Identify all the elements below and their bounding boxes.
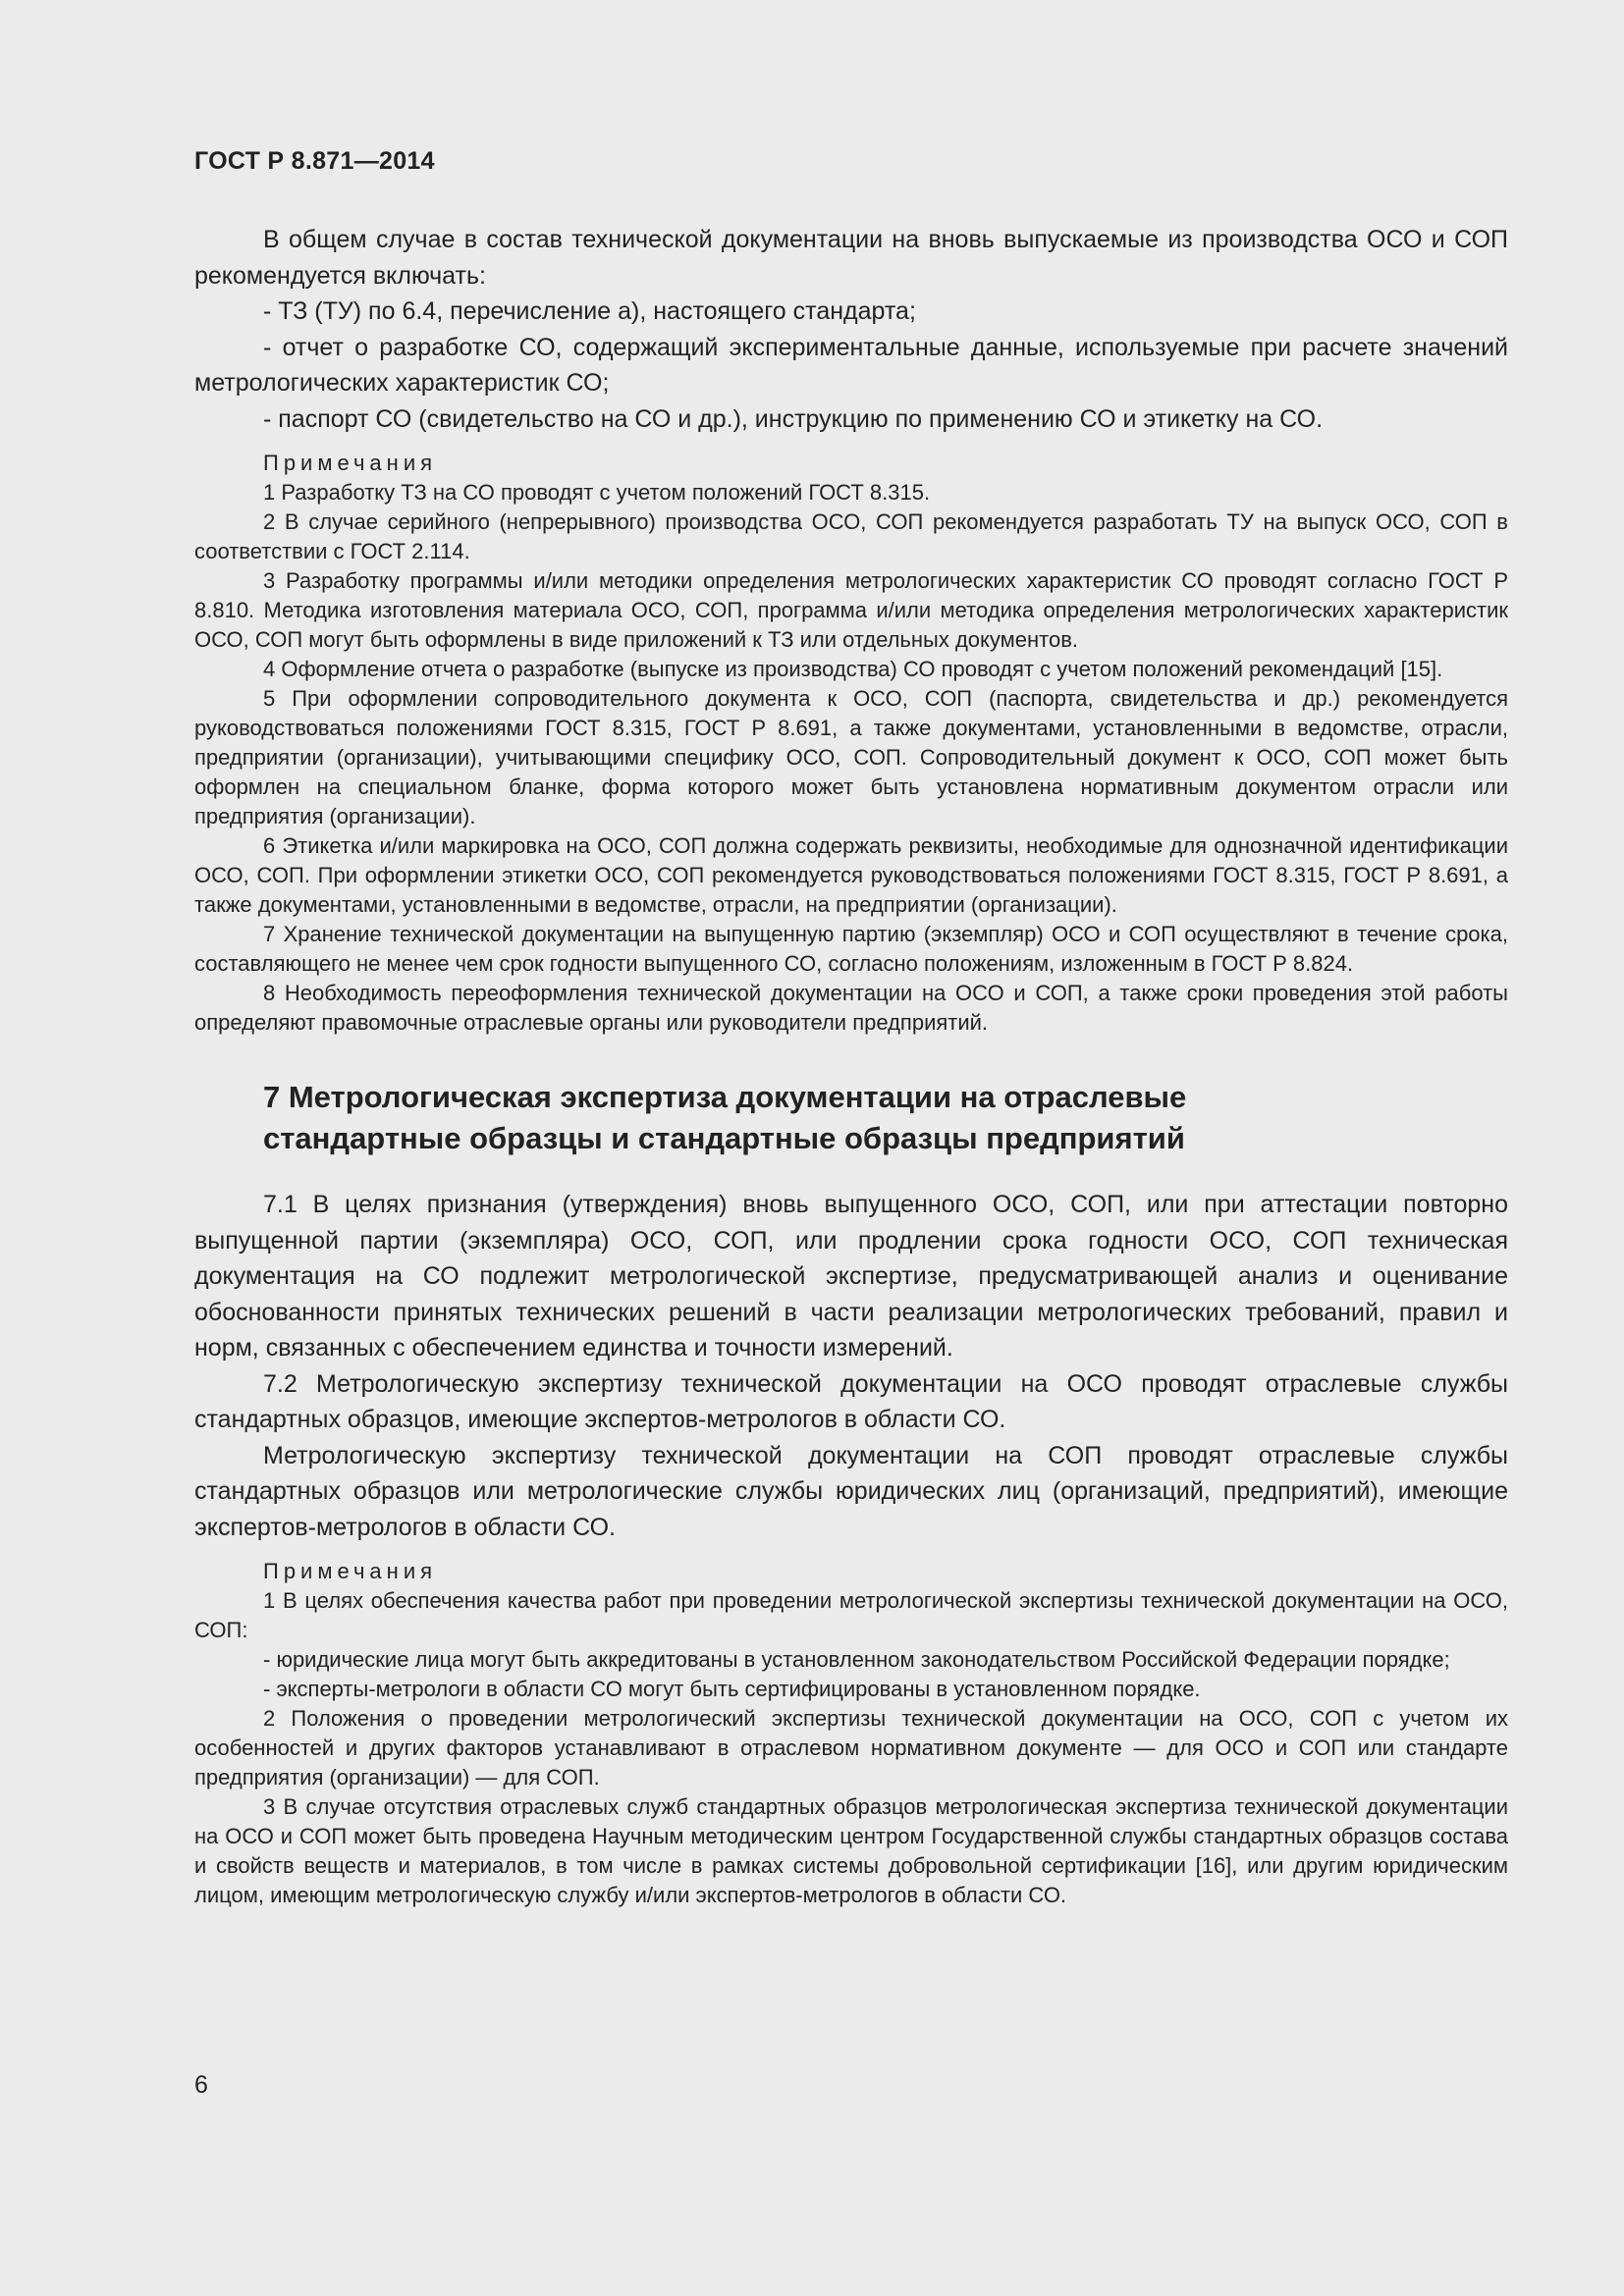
section-paragraph: Метрологическую экспертизу технической документации на СОП проводят отраслевые службы стандартных образцов или метрологические службы юридических лиц (организаций, предприятий), имеющие экспертов-метрологов в области СО. <box>194 1441 1508 1541</box>
section-heading-line: 7 Метрологическая экспертиза документации на отраслевые <box>263 1080 1187 1114</box>
note-item: 7 Хранение технической документации на выпущенную партию (экземпляр) ОСО и СОП осуществляют в течение срока, составляющего не менее чем срок годности выпущенного СО, согласно положениям, изложенным в ГОСТ Р 8.824. <box>194 922 1508 976</box>
note-item: 3 Разработку программы и/или методики определения метрологических характеристик СО проводят согласно ГОСТ Р 8.810. Методика изготовления материала ОСО, СОП, программа и/или методика определения метрологических характеристик ОСО, СОП могут быть оформлены в виде приложений к ТЗ или отдельных документов. <box>194 568 1508 652</box>
notes-block-2 <box>194 1557 1508 1910</box>
note-item: 1 В целях обеспечения качества работ при проведении метрологической экспертизы технической документации на ОСО, СОП: <box>194 1588 1508 1642</box>
note-item: 3 В случае отсутствия отраслевых служб стандартных образцов метрологическая экспертиза технической документации на ОСО и СОП может быть проведена Научным методическим центром Государственной службы стандартных образцов состава и свойств веществ и материалов, в том числе в рамках системы добровольной сертификации [16], или другим юридическим лицом, имеющим метрологическую службу и/или экспертов-метрологов в области СО. <box>194 1794 1508 1907</box>
notes-block-1 <box>194 449 1508 1038</box>
note-item: 2 Положения о проведении метрологический экспертизы технической документации на ОСО, СОП с учетом их особенностей и других факторов устанавливают в отраслевом нормативном документе — для ОСО и СОП или стандарте предприятия (организации) — для СОП. <box>194 1706 1508 1789</box>
intro-list-item: - паспорт СО (свидетельство на СО и др.), инструкцию по применению СО и этикетку на СО. <box>263 404 1324 433</box>
note-item: 2 В случае серийного (непрерывного) производства ОСО, СОП рекомендуется разработать ТУ на выпуск ОСО, СОП в соответствии с ГОСТ 2.114. <box>194 509 1508 563</box>
notes-title: Примечания <box>263 1559 438 1583</box>
intro-paragraph: В общем случае в состав технической документации на вновь выпускаемые из производства ОСО и СОП рекомендуется включать: <box>194 226 1508 290</box>
intro-list-item: - ТЗ (ТУ) по 6.4, перечисление а), настоящего стандарта; <box>263 297 916 325</box>
page-content <box>194 222 1508 1910</box>
note-item: 8 Необходимость переоформления технической документации на ОСО и СОП, а также сроки проведения этой работы определяют правомочные отраслевые органы или руководители предприятий. <box>194 981 1508 1035</box>
intro-list-item: - отчет о разработке СО, содержащий экспериментальные данные, используемые при расчете значений метрологических характеристик СО; <box>194 333 1508 397</box>
note-list-item: - юридические лица могут быть аккредитованы в установленном законодательством Российской Федерации порядке; <box>263 1647 1450 1672</box>
section-heading <box>194 1077 1508 1159</box>
section-heading-line: стандартные образцы и стандартные образцы предприятий <box>263 1121 1185 1155</box>
note-item: 4 Оформление отчета о разработке (выпуске из производства) СО проводят с учетом положений рекомендаций [15]. <box>263 657 1443 681</box>
page-number: 6 <box>194 2071 208 2099</box>
note-item: 5 При оформлении сопроводительного документа к ОСО, СОП (паспорта, свидетельства и др.) рекомендуется руководствоваться положениями ГОСТ 8.315, ГОСТ Р 8.691, а также документами, установленными в ведомстве, отрасли, предприятии (организации), учитывающими специфику ОСО, СОП. Сопроводительный документ к ОСО, СОП может быть оформлен на специальном бланке, форма которого может быть установлена нормативным документом отрасли или предприятия (организации). <box>194 686 1508 828</box>
note-list-item: - эксперты-метрологи в области СО могут быть сертифицированы в установленном порядке. <box>263 1677 1201 1701</box>
document-code-header: ГОСТ Р 8.871—2014 <box>194 147 435 175</box>
intro-block <box>194 222 1508 437</box>
notes-title: Примечания <box>263 451 438 475</box>
section-paragraph: 7.1 В целях признания (утверждения) вновь выпущенного ОСО, СОП, или при аттестации повторно выпущенной партии (экземпляра) ОСО, СОП, или продлении срока годности ОСО, СОП техническая документация на СО подлежит метрологической экспертизе, предусматривающей анализ и оценивание обоснованности принятых технических решений в части реализации метрологических требований, правил и норм, связанных с обеспечением единства и точности измерений. <box>194 1191 1508 1362</box>
note-item: 1 Разработку ТЗ на СО проводят с учетом положений ГОСТ 8.315. <box>263 480 931 505</box>
section-body <box>194 1187 1508 1545</box>
section-paragraph: 7.2 Метрологическую экспертизу технической документации на ОСО проводят отраслевые службы стандартных образцов, имеющие экспертов-метрологов в области СО. <box>194 1369 1508 1433</box>
note-item: 6 Этикетка и/или маркировка на ОСО, СОП должна содержать реквизиты, необходимые для однозначной идентификации ОСО, СОП. При оформлении этикетки ОСО, СОП рекомендуется руководствоваться положениями ГОСТ 8.315, ГОСТ Р 8.691, а также документами, установленными в ведомстве, отрасли, на предприятии (организации). <box>194 833 1508 917</box>
